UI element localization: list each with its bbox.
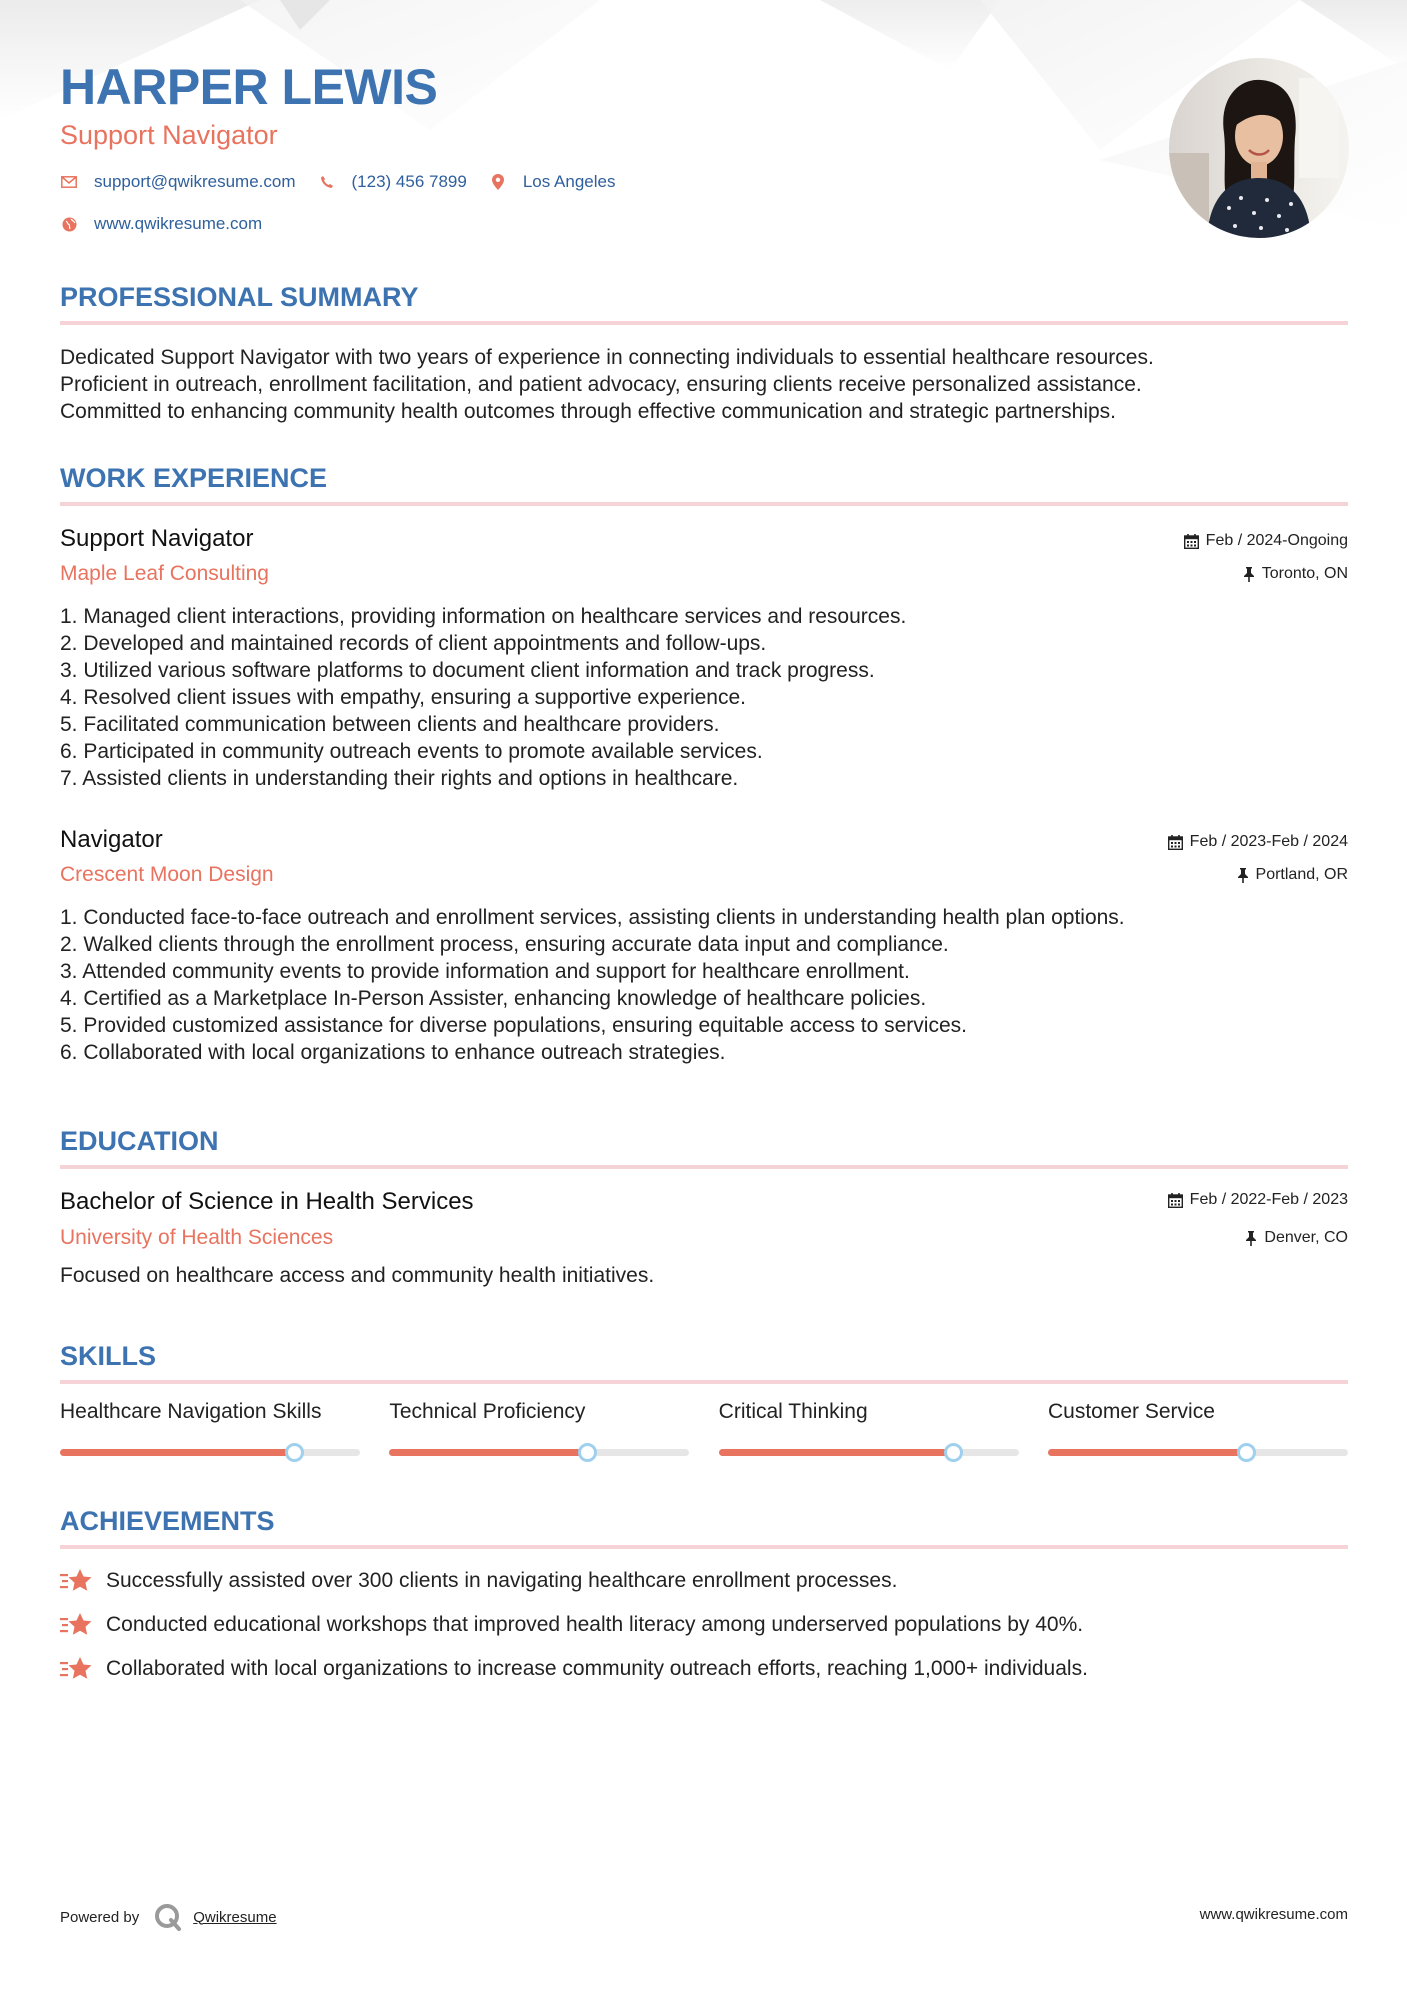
experience-divider [60, 502, 1348, 506]
skill-fill [389, 1449, 587, 1456]
summary-divider [60, 321, 1348, 325]
skill-knob [285, 1443, 304, 1462]
website-item[interactable] [60, 214, 262, 234]
location-text: Denver, CO [1264, 1229, 1348, 1246]
bullet-item: 1. Conducted face-to-face outreach and enrollment services, assisting clients in understanding health plan options. [60, 906, 1125, 929]
job-title: Navigator [60, 826, 163, 853]
experience-title: WORK EXPERIENCE [60, 463, 328, 493]
job-bullets [60, 603, 906, 792]
email-text[interactable]: support@qwikresume.com [94, 172, 296, 191]
job-dates [1184, 532, 1348, 550]
email-item[interactable] [60, 172, 296, 192]
skill-knob [578, 1443, 597, 1462]
phone-text[interactable]: (123) 456 7899 [351, 172, 467, 191]
bullet-item: 3. Utilized various software platforms to document client information and track progress. [60, 659, 875, 682]
skills-divider [60, 1380, 1348, 1384]
location-item [489, 172, 616, 192]
location-text: Portland, OR [1255, 866, 1348, 883]
bullet-item: 5. Facilitated communication between clients and healthcare providers. [60, 713, 720, 736]
skill-item [60, 1400, 360, 1460]
achievement-item [60, 1568, 897, 1594]
skill-label: Critical Thinking [718, 1400, 868, 1423]
school-name: University of Health Sciences [60, 1226, 334, 1249]
bullet-item: 5. Provided customized assistance for diverse populations, ensuring equitable access to services. [60, 1014, 967, 1037]
candidate-role: Support Navigator [60, 120, 278, 150]
powered-by-text: Powered by [60, 1908, 140, 1926]
footer-powered-by [60, 1902, 277, 1932]
job-location [1237, 866, 1348, 884]
pushpin-icon [1243, 567, 1255, 582]
education-location [1245, 1229, 1348, 1247]
achievements-divider [60, 1545, 1348, 1549]
skill-fill [719, 1449, 953, 1456]
company-name: Crescent Moon Design [60, 863, 274, 886]
calendar-icon [1168, 835, 1183, 850]
phone-item[interactable] [318, 172, 467, 192]
bullet-item: 1. Managed client interactions, providing information on healthcare services and resources. [60, 605, 907, 628]
phone-icon [318, 173, 336, 191]
education-divider [60, 1165, 1348, 1169]
skill-track [1048, 1449, 1348, 1456]
job-bullets [60, 904, 1125, 1066]
achievement-text: Conducted educational workshops that improved health literacy among underserved populations by 40%. [106, 1613, 1084, 1636]
location-text: Toronto, ON [1261, 565, 1348, 582]
skill-item [1048, 1400, 1348, 1460]
skill-track [389, 1449, 689, 1456]
envelope-icon [60, 173, 78, 191]
website-row [60, 214, 284, 234]
achievement-text: Successfully assisted over 300 clients in navigating healthcare enrollment processes. [106, 1569, 898, 1592]
bullet-item: 4. Resolved client issues with empathy, ensuring a supportive experience. [60, 686, 746, 709]
bullet-item: 2. Developed and maintained records of client appointments and follow-ups. [60, 632, 767, 655]
achievement-item [60, 1656, 1088, 1682]
skills-title: SKILLS [60, 1341, 157, 1371]
calendar-icon [1184, 534, 1199, 549]
location-text: Los Angeles [522, 172, 616, 191]
skill-knob [944, 1443, 963, 1462]
pushpin-icon [1245, 1231, 1257, 1246]
globe-icon [60, 215, 78, 233]
education-dates [1168, 1191, 1348, 1209]
bullet-item: 2. Walked clients through the enrollment process, ensuring accurate data input and compliance. [60, 933, 949, 956]
skill-item [389, 1400, 689, 1460]
dates-text: Feb / 2022-Feb / 2023 [1189, 1191, 1348, 1208]
qwikresume-logo-icon [153, 1902, 183, 1932]
summary-text [60, 344, 1348, 425]
dates-text: Feb / 2024-Ongoing [1205, 532, 1348, 549]
footer-website[interactable]: www.qwikresume.com [1199, 1906, 1348, 1923]
skill-label: Customer Service [1047, 1400, 1215, 1423]
pushpin-icon [1237, 868, 1249, 883]
summary-line: Dedicated Support Navigator with two years of experience in connecting individuals to essential healthcare resources. [60, 346, 1154, 369]
skill-item [719, 1400, 1019, 1460]
company-name: Maple Leaf Consulting [60, 562, 269, 585]
star-icon [60, 1612, 92, 1638]
achievement-item [60, 1612, 1083, 1638]
skill-fill [60, 1449, 294, 1456]
bullet-item: 7. Assisted clients in understanding their rights and options in healthcare. [60, 767, 739, 790]
skill-fill [1048, 1449, 1246, 1456]
star-icon [60, 1656, 92, 1682]
summary-line: Proficient in outreach, enrollment facilitation, and patient advocacy, ensuring clients receive personalized assistance. [60, 373, 1142, 396]
job-dates [1168, 833, 1348, 851]
achievement-text: Collaborated with local organizations to increase community outreach efforts, reaching 1,000+ individuals. [106, 1657, 1088, 1680]
skill-knob [1237, 1443, 1256, 1462]
skill-track [60, 1449, 360, 1456]
qwikresume-link[interactable]: Qwikresume [193, 1908, 277, 1926]
profile-photo [1169, 58, 1349, 238]
education-title: EDUCATION [60, 1126, 219, 1156]
website-text[interactable]: www.qwikresume.com [94, 214, 263, 233]
skill-track [719, 1449, 1019, 1456]
achievements-title: ACHIEVEMENTS [60, 1506, 275, 1536]
summary-line: Committed to enhancing community health outcomes through effective communication and strategic partnerships. [60, 400, 1116, 423]
summary-title: PROFESSIONAL SUMMARY [60, 282, 419, 312]
bullet-item: 6. Collaborated with local organizations to enhance outreach strategies. [60, 1041, 726, 1064]
dates-text: Feb / 2023-Feb / 2024 [1189, 833, 1348, 850]
contact-row [60, 172, 637, 192]
calendar-icon [1168, 1193, 1183, 1208]
education-description: Focused on healthcare access and community health initiatives. [60, 1264, 655, 1287]
skill-label: Technical Proficiency [389, 1400, 586, 1423]
candidate-name: HARPER LEWIS [60, 59, 438, 115]
job-location [1243, 565, 1348, 583]
skills-list [60, 1400, 1348, 1460]
map-pin-icon [489, 173, 507, 191]
bullet-item: 3. Attended community events to provide information and support for healthcare enrollment. [60, 960, 910, 983]
degree-title: Bachelor of Science in Health Services [60, 1188, 474, 1215]
skill-label: Healthcare Navigation Skills [60, 1400, 322, 1423]
bullet-item: 4. Certified as a Marketplace In-Person Assister, enhancing knowledge of healthcare policies. [60, 987, 927, 1010]
job-title: Support Navigator [60, 525, 254, 552]
star-icon [60, 1568, 92, 1594]
bullet-item: 6. Participated in community outreach events to promote available services. [60, 740, 763, 763]
